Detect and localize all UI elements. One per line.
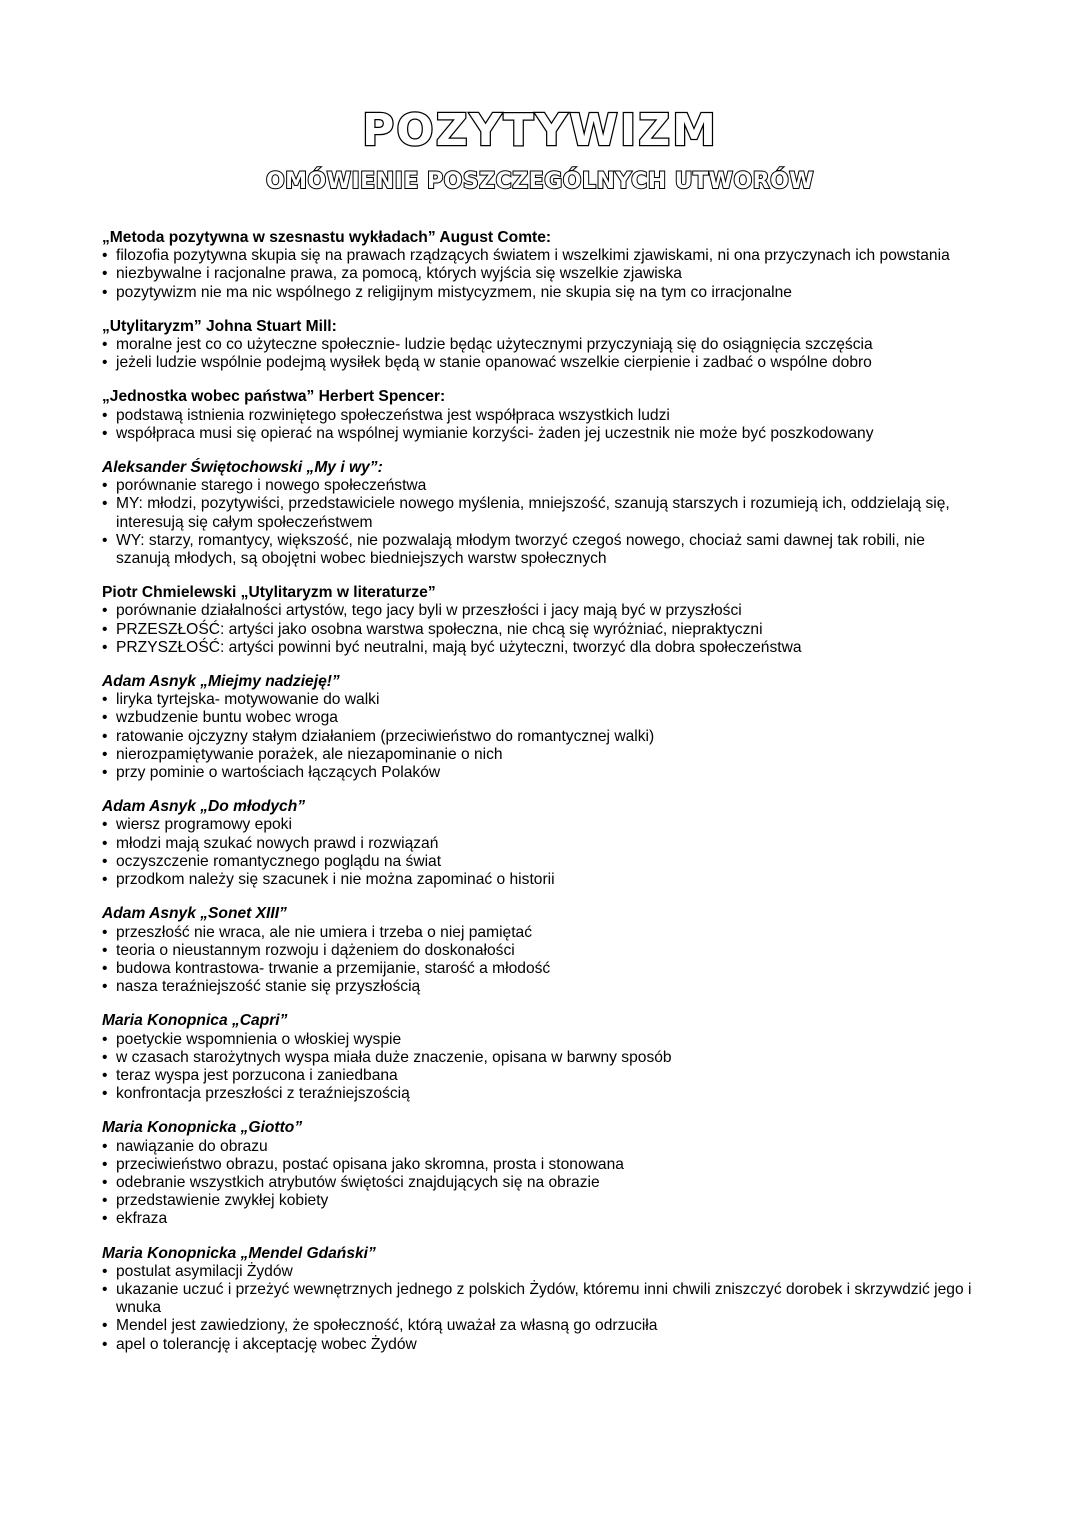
list-item: • w czasach starożytnych wyspa miała duże znaczenie, opisana w barwny sposób bbox=[102, 1049, 982, 1067]
bullet-list bbox=[102, 816, 982, 889]
list-item: • WY: starzy, romantycy, większość, nie pozwalają młodym tworzyć czegoś nowego, chociaż sami dawnej tak robili, nie szanują młodych, są obojętni wobec biedniejszych warstw społecznych bbox=[102, 532, 982, 568]
page-subtitle: OMÓWIENIE POSZCZEGÓLNYCH UTWORÓW bbox=[265, 169, 815, 194]
work-section bbox=[102, 798, 982, 889]
list-item: • wiersz programowy epoki bbox=[102, 816, 982, 834]
list-item: • teoria o nieustannym rozwoju i dążeniem do doskonałości bbox=[102, 942, 982, 960]
section-title: Piotr Chmielewski „Utylitaryzm w literaturze” bbox=[102, 584, 436, 602]
list-item: • Mendel jest zawiedziony, że społeczność, którą uważał za własną go odrzuciła bbox=[102, 1317, 982, 1335]
page-header bbox=[0, 106, 1080, 196]
list-item: • budowa kontrastowa- trwanie a przemijanie, starość a młodość bbox=[102, 960, 982, 978]
work-section bbox=[102, 318, 982, 373]
list-item: • wzbudzenie buntu wobec wroga bbox=[102, 709, 982, 727]
list-item: • nawiązanie do obrazu bbox=[102, 1138, 982, 1156]
list-item: • odebranie wszystkich atrybutów świętości znajdujących się na obrazie bbox=[102, 1174, 982, 1192]
list-item: • apel o tolerancję i akceptację wobec Żydów bbox=[102, 1336, 982, 1354]
list-item: • młodzi mają szukać nowych prawd i rozwiązań bbox=[102, 835, 982, 853]
list-item: • PRZYSZŁOŚĆ: artyści powinni być neutralni, mają być użyteczni, tworzyć dla dobra społeczeństwa bbox=[102, 639, 982, 657]
bullet-list bbox=[102, 336, 982, 372]
work-section bbox=[102, 388, 982, 443]
list-item: • liryka tyrtejska- motywowanie do walki bbox=[102, 691, 982, 709]
list-item: • jeżeli ludzie wspólnie podejmą wysiłek będą w stanie opanować wszelkie cierpienie i zadbać o wspólne dobro bbox=[102, 354, 982, 372]
list-item: • podstawą istnienia rozwiniętego społeczeństwa jest współpraca wszystkich ludzi bbox=[102, 407, 982, 425]
list-item: • ekfraza bbox=[102, 1210, 982, 1228]
document-body bbox=[102, 229, 982, 1370]
bullet-list bbox=[102, 602, 982, 657]
work-section bbox=[102, 229, 982, 302]
bullet-list bbox=[102, 691, 982, 782]
list-item: • porównanie starego i nowego społeczeństwa bbox=[102, 477, 982, 495]
list-item: • przedstawienie zwykłej kobiety bbox=[102, 1192, 982, 1210]
list-item: • filozofia pozytywna skupia się na prawach rządzących światem i wszelkimi zjawiskami, ni ona przyczynach ich powstania bbox=[102, 247, 982, 265]
section-title: Maria Konopnica „Capri” bbox=[102, 1012, 288, 1030]
list-item: • poetyckie wspomnienia o włoskiej wyspie bbox=[102, 1031, 982, 1049]
list-item: • współpraca musi się opierać na wspólnej wymianie korzyści- żaden jej uczestnik nie może być poszkodowany bbox=[102, 425, 982, 443]
bullet-list bbox=[102, 1138, 982, 1229]
section-title: Aleksander Świętochowski „My i wy”: bbox=[102, 459, 383, 477]
work-section bbox=[102, 584, 982, 657]
list-item: • MY: młodzi, pozytywiści, przedstawiciele nowego myślenia, mniejszość, szanują starszych i rozumieją ich, oddzielają się, interesują się całym społeczeństwem bbox=[102, 495, 982, 531]
work-section bbox=[102, 1245, 982, 1354]
section-title: Adam Asnyk „Do młodych” bbox=[102, 798, 306, 816]
work-section bbox=[102, 905, 982, 996]
list-item: • przodkom należy się szacunek i nie można zapominać o historii bbox=[102, 871, 982, 889]
work-section bbox=[102, 1012, 982, 1103]
list-item: • nierozpamiętywanie porażek, ale niezapominanie o nich bbox=[102, 746, 982, 764]
work-section bbox=[102, 459, 982, 568]
section-title: „Jednostka wobec państwa” Herbert Spencer: bbox=[102, 388, 446, 406]
list-item: • przeszłość nie wraca, ale nie umiera i trzeba o niej pamiętać bbox=[102, 924, 982, 942]
list-item: • moralne jest co co użyteczne społecznie- ludzie będąc użytecznymi przyczyniają się do osiągnięcia szczęścia bbox=[102, 336, 982, 354]
list-item: • przeciwieństwo obrazu, postać opisana jako skromna, prosta i stonowana bbox=[102, 1156, 982, 1174]
list-item: • postulat asymilacji Żydów bbox=[102, 1263, 982, 1281]
list-item: • przy pominie o wartościach łączących Polaków bbox=[102, 764, 982, 782]
section-title: Adam Asnyk „Sonet XIII” bbox=[102, 905, 287, 923]
work-section bbox=[102, 673, 982, 782]
list-item: • nasza teraźniejszość stanie się przyszłością bbox=[102, 978, 982, 996]
work-section bbox=[102, 1119, 982, 1228]
bullet-list bbox=[102, 477, 982, 568]
section-title: Maria Konopnicka „Mendel Gdański” bbox=[102, 1244, 376, 1262]
list-item: • teraz wyspa jest porzucona i zaniedbana bbox=[102, 1067, 982, 1085]
list-item: • ukazanie uczuć i przeżyć wewnętrznych jednego z polskich Żydów, któremu inni chwili zniszczyć dorobek i skrzywdzić jego i wnuka bbox=[102, 1281, 982, 1317]
list-item: • pozytywizm nie ma nic wspólnego z religijnym mistycyzmem, nie skupia się na tym co irracjonalne bbox=[102, 284, 982, 302]
section-title: „Metoda pozytywna w szesnastu wykładach” August Comte: bbox=[102, 229, 552, 246]
list-item: • ratowanie ojczyzny stałym działaniem (przeciwieństwo do romantycznej walki) bbox=[102, 728, 982, 746]
list-item: • oczyszczenie romantycznego poglądu na świat bbox=[102, 853, 982, 871]
list-item: • konfrontacja przeszłości z teraźniejszością bbox=[102, 1085, 982, 1103]
section-title: Adam Asnyk „Miejmy nadzieję!” bbox=[102, 673, 340, 691]
page-title: POZYTYWIZM bbox=[362, 105, 718, 156]
section-title: Maria Konopnicka „Giotto” bbox=[102, 1119, 303, 1137]
section-title: „Utylitaryzm” Johna Stuart Mill: bbox=[102, 317, 337, 335]
bullet-list bbox=[102, 1031, 982, 1104]
bullet-list bbox=[102, 924, 982, 997]
bullet-list bbox=[102, 1263, 982, 1354]
list-item: • PRZESZŁOŚĆ: artyści jako osobna warstwa społeczna, nie chcą się wyróżniać, niepraktyczni bbox=[102, 621, 982, 639]
list-item: • niezbywalne i racjonalne prawa, za pomocą, których wyjścia się wszelkie zjawiska bbox=[102, 265, 982, 283]
list-item: • porównanie działalności artystów, tego jacy byli w przeszłości i jacy mają być w przyszłości bbox=[102, 602, 982, 620]
bullet-list bbox=[102, 407, 982, 443]
bullet-list bbox=[102, 247, 982, 302]
